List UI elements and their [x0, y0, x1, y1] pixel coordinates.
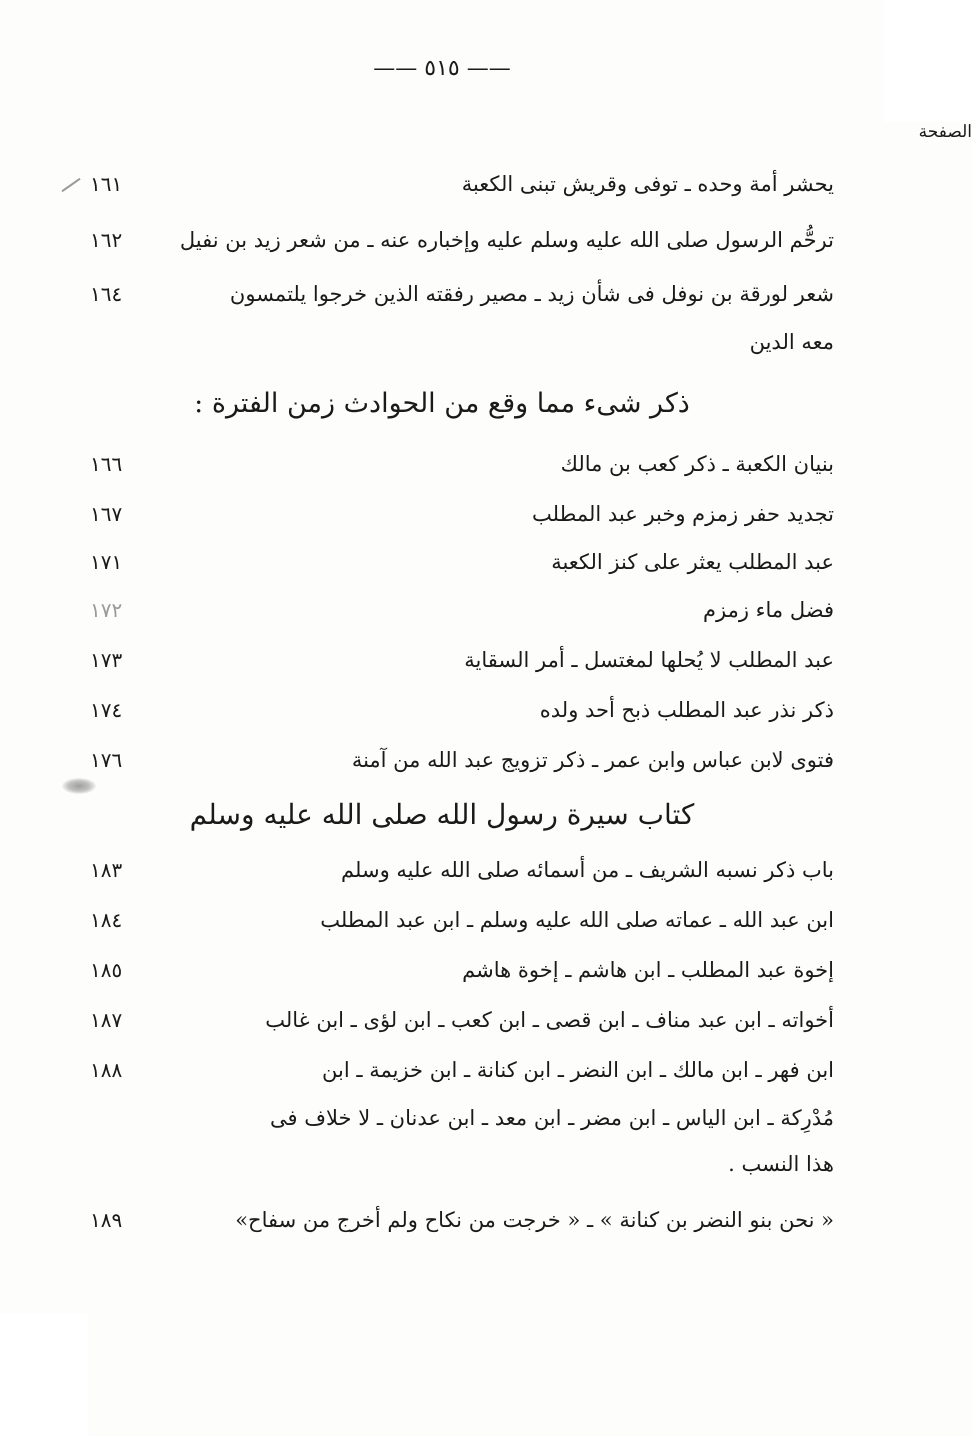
toc-entry-continuation: مُدْرِكة ـ ابن الياس ـ ابن مضر ـ ابن معد ـ ابن عدنان ـ لا خلاف فى: [270, 1106, 834, 1130]
toc-page-number: ١٨٩: [90, 1208, 123, 1232]
toc-entry-text: ترحُّم الرسول صلى الله عليه وسلم عليه وإخباره عنه ـ من شعر زيد بن نفيل: [179, 228, 834, 252]
toc-entry: [90, 858, 834, 882]
section-heading: ذكر شىء مما وقع من الحوادث زمن الفترة :: [194, 388, 690, 419]
toc-page-number: ١٧٢: [90, 598, 123, 622]
page-column-header: الصفحة: [88, 122, 972, 1436]
toc-entry-text: إخوة عبد المطلب ـ ابن هاشم ـ إخوة هاشم: [462, 958, 834, 982]
toc-entry: [90, 228, 834, 252]
toc-entry-text: فضل ماء زمزم: [702, 598, 834, 622]
page-number: —— ٥١٥ ——: [373, 56, 511, 81]
toc-entry: [90, 452, 834, 476]
toc-entry: [90, 958, 834, 982]
toc-entry: [90, 598, 834, 622]
toc-page-number: ١٨٧: [90, 1008, 123, 1032]
toc-entry-text: أخواته ـ ابن عبد مناف ـ ابن قصى ـ ابن كعب ـ ابن لؤى ـ ابن غالب: [265, 1008, 834, 1032]
toc-page-number: ١٦٢: [90, 228, 123, 252]
toc-entry: [90, 698, 834, 722]
toc-page-number: ١٦٦: [90, 452, 123, 476]
toc-entry-text: عبد المطلب يعثر على كنز الكعبة: [551, 550, 834, 574]
toc-entry-continuation: هذا النسب .: [728, 1152, 834, 1176]
toc-entry-text: ذكر نذر عبد المطلب ذبح أحد ولده: [539, 698, 834, 722]
toc-page-number: ١٨٨: [90, 1058, 123, 1082]
toc-page-number: ١٨٣: [90, 858, 123, 882]
toc-entry: [90, 1008, 834, 1032]
toc-page-number: ١٧٦: [90, 748, 123, 772]
toc-entry: [90, 172, 834, 196]
ink-smudge: [62, 778, 96, 794]
toc-entry: [90, 908, 834, 932]
toc-entry-text: تجديد حفر زمزم وخبر عبد المطلب: [532, 502, 834, 526]
toc-page-number: ١٧١: [90, 550, 123, 574]
toc-entry-text: « نحن بنو النضر بن كنانة » ـ « خرجت من نكاح ولم أخرج من سفاح»: [235, 1208, 834, 1232]
toc-entry: [90, 550, 834, 574]
toc-entry-text: باب ذكر نسبه الشريف ـ من أسمائه صلى الله عليه وسلم: [341, 858, 834, 882]
toc-page-number: ١٧٣: [90, 648, 123, 672]
toc-page-number: ١٦٤: [90, 282, 123, 306]
toc-entry: [90, 748, 834, 772]
toc-page-number: ١٦٧: [90, 502, 123, 526]
toc-entry-text: بنيان الكعبة ـ ذكر كعب بن مالك: [560, 452, 834, 476]
toc-entry-text: ابن عبد الله ـ عماته صلى الله عليه وسلم ـ ابن عبد المطلب: [320, 908, 834, 932]
toc-entry: [90, 1058, 834, 1082]
toc-entry: [90, 1208, 834, 1232]
toc-entry: [90, 502, 834, 526]
toc-entry-text: شعر لورقة بن نوفل فى شأن زيد ـ مصير رفقته الذين خرجوا يلتمسون: [229, 282, 834, 306]
toc-entry-text: فتوى لابن عباس وابن عمر ـ ذكر تزويج عبد الله من آمنة: [351, 748, 834, 772]
toc-entry-text: عبد المطلب لا يُحلها لمغتسل ـ أمر السقاية: [464, 648, 834, 672]
toc-entry: [90, 648, 834, 672]
toc-page-number: ١٧٤: [90, 698, 123, 722]
toc-entry: [90, 282, 834, 306]
toc-page-number: ١٨٤: [90, 908, 123, 932]
pencil-mark: [61, 178, 80, 192]
toc-page-number: ١٦١: [90, 172, 123, 196]
toc-page-number: ١٨٥: [90, 958, 123, 982]
toc-entry-text: ابن فهر ـ ابن مالك ـ ابن النضر ـ ابن كنانة ـ ابن خزيمة ـ ابن: [322, 1058, 834, 1082]
book-heading: كتاب سيرة رسول الله صلى الله عليه وسلم: [189, 798, 695, 831]
toc-entry-text: يحشر أمة وحده ـ توفى وقريش تبنى الكعبة: [461, 172, 834, 196]
toc-entry-continuation: معه الدين: [749, 330, 834, 354]
